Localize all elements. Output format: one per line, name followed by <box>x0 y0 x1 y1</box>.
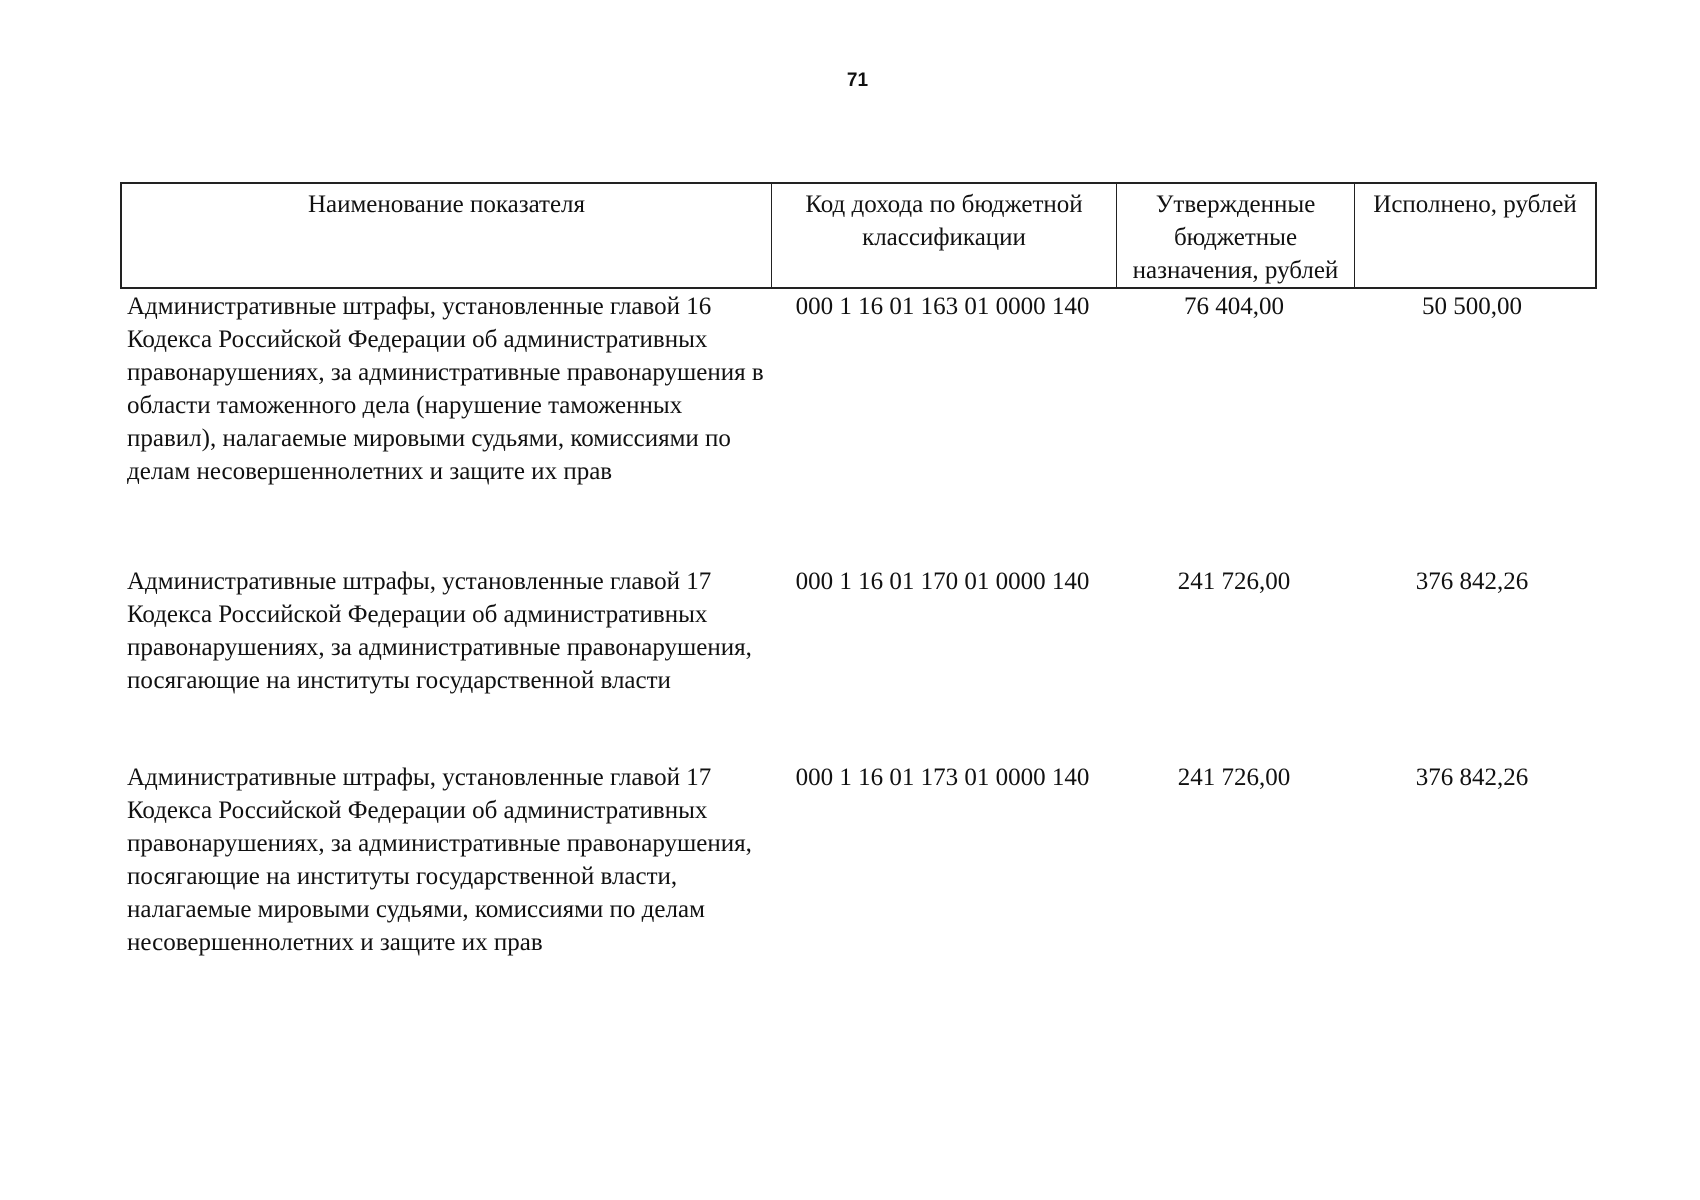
header-approved-budget: Утвержденные бюджетные назначения, рублей <box>1117 184 1355 287</box>
header-indicator-name: Наименование показателя <box>122 184 772 287</box>
row-approved-budget: 76 404,00 <box>1184 293 1284 320</box>
header-executed: Исполнено, рублей <box>1373 191 1577 218</box>
table-row <box>120 565 1597 697</box>
row-executed: 376 842,26 <box>1415 764 1529 791</box>
table-row <box>120 290 1597 488</box>
row-income-code: 000 1 16 01 170 01 0000 140 <box>795 568 1090 595</box>
row-executed: 376 842,26 <box>1415 568 1529 595</box>
table-row <box>120 761 1597 959</box>
page-number: 71 <box>846 70 869 91</box>
row-income-code: 000 1 16 01 163 01 0000 140 <box>795 293 1090 320</box>
row-income-code: 000 1 16 01 173 01 0000 140 <box>795 764 1090 791</box>
row-approved-budget: 241 726,00 <box>1177 568 1291 595</box>
row-executed: 50 500,00 <box>1422 293 1522 320</box>
row-indicator-name: Административные штрафы, установленные главой 17 Кодекса Российской Федерации об административных правонарушениях, за административные правонарушения, посягающие на институты государственной власти <box>127 568 752 694</box>
table-header <box>120 182 1597 289</box>
row-indicator-name: Административные штрафы, установленные главой 16 Кодекса Российской Федерации об административных правонарушениях, за административные правонарушения в области таможенного дела (нарушение таможенных правил), налагаемые мировыми судьями, комиссиями по делам несовершеннолетних и защите их прав <box>127 293 764 485</box>
row-indicator-name: Административные штрафы, установленные главой 17 Кодекса Российской Федерации об административных правонарушениях, за административные правонарушения, посягающие на институты государственной власти, налагаемые мировыми судьями, комиссиями по делам несовершеннолетних и защите их прав <box>127 764 752 956</box>
row-approved-budget: 241 726,00 <box>1177 764 1291 791</box>
header-income-code: Код дохода по бюджетной классификации <box>772 184 1117 287</box>
